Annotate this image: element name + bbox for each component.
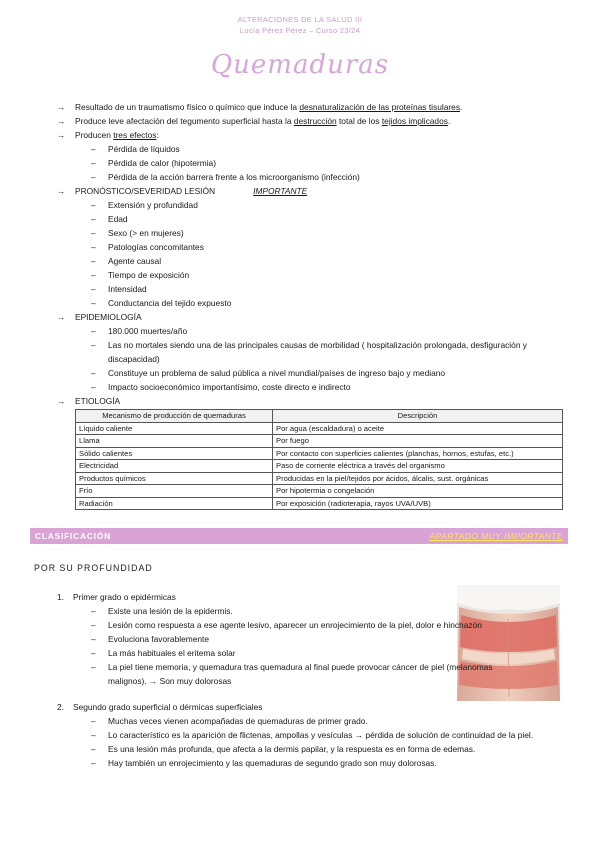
- list-item: – Constituye un problema de salud pública a nivel mundial/países de ingreso bajo y mediano: [91, 368, 446, 378]
- list-item: – Intensidad: [91, 284, 147, 294]
- page-title: Quemaduras: [210, 50, 390, 80]
- section-title: POR SU PROFUNDIDAD: [34, 563, 153, 573]
- list-item: – Sexo (> en mujeres): [91, 228, 184, 238]
- list-item: – Lesión como respuesta a ese agente lesivo, aparecer un enrojecimiento de la piel, dolor e hinchazón: [91, 620, 482, 630]
- etiologia-heading: → ETIOLOGÍA: [57, 396, 121, 406]
- table-row: Radiación Por exposición (radioterapia, rayos UVA/UVB): [76, 497, 563, 510]
- list-item: – Es una lesión más profunda, que afecta a la dermis papilar, y la respuesta es en forma de edemas.: [91, 744, 476, 754]
- list-item: – Conductancia del tejido expuesto: [91, 298, 232, 308]
- arrow-icon: →: [57, 186, 66, 196]
- list-item: – Muchas veces vienen acompañadas de quemaduras de primer grado.: [91, 716, 368, 726]
- list-item: – Edad: [91, 214, 128, 224]
- band-label: CLASIFICACIÓN: [35, 531, 112, 541]
- list-item: – Evoluciona favorablemente: [91, 634, 210, 644]
- list-item: – Existe una lesión de la epidermis.: [91, 606, 233, 616]
- list-item: – Lo característico es la aparición de flictenas, ampollas y vesículas → pérdida de solución de continuidad de la piel.: [91, 730, 534, 740]
- clasificacion-band: [30, 528, 568, 544]
- list-item: – Pérdida de la acción barrera frente a los microorganismo (infección): [91, 172, 360, 182]
- document-header: [0, 14, 600, 36]
- important-link[interactable]: APARTADO MUY IMPORTANTE: [429, 531, 563, 541]
- table-row: Productos químicos Producidas en la piel/tejidos por ácidos, álcalis, sust. orgánicas: [76, 472, 563, 485]
- table-header: Mecanismo de producción de quemaduras: [76, 410, 273, 423]
- list-item: – Agente causal: [91, 256, 162, 266]
- grado-1-heading: 1. Primer grado o epidérmicas: [57, 592, 176, 602]
- table-row: Sólido calientes Por contacto con superficies calientes (planchas, hornos, estufas, etc.): [76, 447, 563, 460]
- arrow-icon: →: [57, 312, 66, 322]
- table-header-row: [76, 410, 563, 423]
- list-item: – Pérdida de líquidos: [91, 144, 180, 154]
- pronostico-heading: → PRONÓSTICO/SEVERIDAD LESIÓN IMPORTANTE: [57, 186, 308, 196]
- grado-2-heading: 2. Segundo grado superficial o dérmicas superficiales: [57, 702, 263, 712]
- etiologia-table: [75, 409, 563, 510]
- list-item: – La más habituales el eritema solar: [91, 648, 236, 658]
- list-item: – Las no mortales siendo una de las principales causas de morbilidad ( hospitalización prolongada, desfiguración y discapacidad): [91, 340, 527, 364]
- arrow-icon: →: [57, 116, 66, 126]
- list-item: – 180.000 muertes/año: [91, 326, 188, 336]
- list-item: – Pérdida de calor (hipotermia): [91, 158, 216, 168]
- arrow-icon: →: [57, 130, 66, 140]
- table-row: Frío Por hipotermia o congelación: [76, 485, 563, 498]
- epidemiologia-heading: → EPIDEMIOLOGÍA: [57, 312, 142, 322]
- table-row: Llama Por fuego: [76, 435, 563, 448]
- list-item: – Patologías concomitantes: [91, 242, 204, 252]
- arrow-icon: →: [57, 102, 66, 112]
- course-title: ALTERACIONES DE LA SALUD III: [237, 15, 363, 24]
- list-item: – Extensión y profundidad: [91, 200, 198, 210]
- list-item: – Impacto socioeconómico importantísimo, coste directo e indirecto: [91, 382, 351, 392]
- table-header: Descripción: [273, 410, 563, 423]
- intro-line-2: → Produce leve afectación del tegumento superficial hasta la destrucción total de los tejidos implicados.: [57, 116, 451, 126]
- table-row: Líquido caliente Por agua (escaldadura) o aceite: [76, 422, 563, 435]
- list-item: – Hay también un enrojecimiento y las quemaduras de segundo grado son muy dolorosas.: [91, 758, 437, 768]
- table-row: Electricidad Paso de corriente eléctrica a través del organismo: [76, 460, 563, 473]
- arrow-icon: →: [57, 396, 66, 406]
- main-content: [57, 100, 565, 510]
- list-item: – Tiempo de exposición: [91, 270, 190, 280]
- list-item: – La piel tiene memoria, y quemadura tras quemadura al final puede provocar cáncer de piel (melanomas malignos). → Son muy dolorosas: [91, 662, 493, 686]
- intro-line-1: → Resultado de un traumatismo físico o químico que induce la desnaturalización de las proteínas tisulares.: [57, 102, 463, 112]
- depth-list: [57, 590, 565, 770]
- efectos-heading: → Producen tres efectos:: [57, 130, 159, 140]
- important-tag: IMPORTANTE: [253, 186, 308, 196]
- author-line: Lucía Pérez Pérez – Curso 23/24: [239, 26, 361, 35]
